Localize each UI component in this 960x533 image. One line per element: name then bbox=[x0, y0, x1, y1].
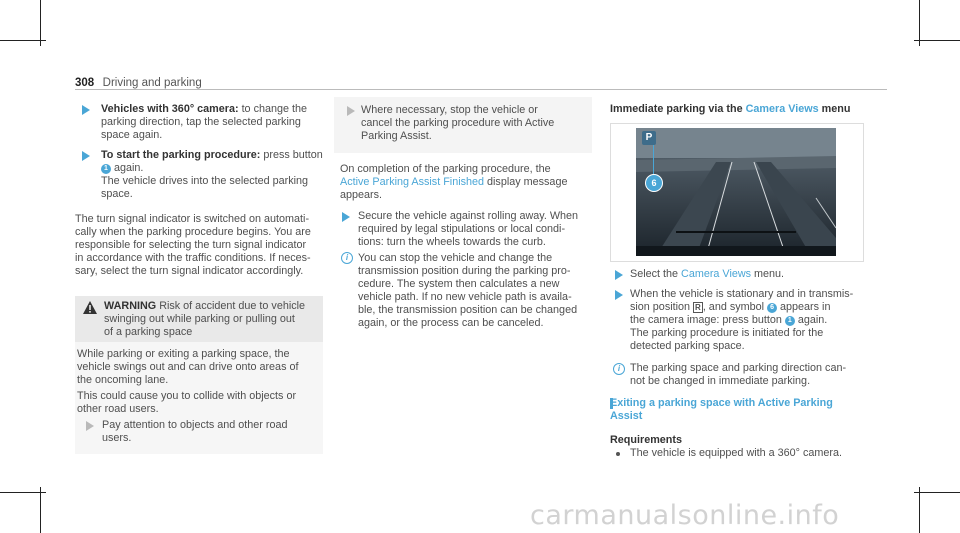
bullet-arrow-icon bbox=[82, 105, 90, 115]
watermark: carmanualsonline.info bbox=[530, 500, 840, 531]
sidebar-line: Where necessary, stop the vehicle or bbox=[361, 104, 538, 116]
bullet-arrow-icon bbox=[342, 212, 350, 222]
warning-line: vehicle swings out and can drive onto areas of bbox=[77, 361, 299, 373]
step-text: The parking procedure is initiated for the bbox=[630, 327, 824, 339]
warning-line: other road users. bbox=[77, 403, 159, 415]
step-text: parking direction, tap the selected parking bbox=[101, 116, 301, 128]
heading-text: Immediate parking via the bbox=[610, 103, 743, 115]
warning-box bbox=[75, 296, 323, 454]
warning-line: Risk of accident due to vehicle bbox=[159, 300, 306, 312]
paragraph-line: cally when the parking procedure begins. You are bbox=[75, 226, 311, 238]
paragraph-line: appears. bbox=[340, 189, 383, 201]
sidebar-line: Parking Assist. bbox=[361, 130, 432, 142]
warning-line: users. bbox=[102, 432, 132, 444]
parking-p-symbol: P bbox=[642, 131, 656, 145]
paragraph-line: responsible for selecting the turn signal indicator bbox=[75, 239, 307, 251]
camera-views-link: Camera Views bbox=[745, 103, 819, 115]
stationary-step bbox=[630, 288, 892, 353]
exiting-section-title bbox=[610, 397, 890, 423]
step-title: Vehicles with 360° camera: bbox=[101, 103, 239, 115]
button-1-icon: 1 bbox=[785, 316, 795, 326]
secure-step bbox=[358, 210, 598, 249]
warning-head-text bbox=[104, 300, 319, 339]
paragraph-line: sary, select the turn signal indicator accordingly. bbox=[75, 265, 304, 277]
warning-action bbox=[102, 419, 317, 445]
warning-triangle-icon bbox=[83, 301, 97, 314]
crop-mark bbox=[0, 40, 46, 41]
crop-mark bbox=[914, 492, 960, 493]
crop-mark bbox=[919, 487, 920, 533]
step-start-parking bbox=[101, 149, 326, 201]
warning-line: Pay attention to objects and other road bbox=[102, 419, 288, 431]
note-line: transmission position during the parking pro- bbox=[358, 265, 571, 277]
camera-views-link: Camera Views bbox=[681, 268, 752, 280]
bullet-dot-icon bbox=[616, 452, 620, 456]
step-text: appears in bbox=[780, 301, 831, 313]
bullet-arrow-icon bbox=[615, 290, 623, 300]
note-line: again, or the process can be canceled. bbox=[358, 317, 544, 329]
immediate-parking-heading bbox=[610, 103, 890, 116]
header-divider bbox=[75, 89, 887, 90]
display-message-link: Active Parking Assist Finished bbox=[340, 176, 485, 188]
step-text: again. bbox=[114, 162, 144, 174]
warning-body-text-2 bbox=[77, 390, 321, 416]
step-text: detected parking space. bbox=[630, 340, 745, 352]
note-line: ble, the transmission position can be changed bbox=[358, 304, 578, 316]
immediate-parking-note bbox=[630, 362, 892, 388]
heading-text: menu bbox=[821, 103, 851, 115]
step-text: sion position bbox=[630, 301, 691, 313]
step-text: The vehicle drives into the selected parking bbox=[101, 175, 309, 187]
info-note bbox=[358, 252, 598, 330]
bullet-arrow-icon bbox=[615, 270, 623, 280]
turn-signal-paragraph bbox=[75, 213, 327, 278]
note-line: cedure. The system then calculates a new bbox=[358, 278, 560, 290]
step-title: To start the parking procedure: bbox=[101, 149, 261, 161]
step-text: , and symbol bbox=[702, 301, 765, 313]
step-text: When the vehicle is stationary and in transmis- bbox=[630, 288, 854, 300]
gear-r-icon: R bbox=[695, 303, 701, 312]
note-line: You can stop the vehicle and change the bbox=[358, 252, 553, 264]
sidebar-text bbox=[361, 104, 586, 143]
camera-image bbox=[636, 128, 836, 256]
warning-line: swinging out while parking or pulling out bbox=[104, 313, 295, 325]
callout-line bbox=[653, 145, 654, 175]
warning-body-text-1 bbox=[77, 348, 321, 387]
paragraph-line: On completion of the parking procedure, the bbox=[340, 163, 551, 175]
step-line: Secure the vehicle against rolling away. When bbox=[358, 210, 579, 222]
completion-paragraph bbox=[340, 163, 595, 202]
crop-mark bbox=[914, 40, 960, 41]
step-text: again. bbox=[797, 314, 828, 326]
step-text: space. bbox=[101, 188, 133, 200]
warning-line: While parking or exiting a parking space, the bbox=[77, 348, 290, 360]
requirement-item: The vehicle is equipped with a 360° camera. bbox=[630, 447, 842, 459]
bullet-arrow-icon bbox=[86, 421, 94, 431]
section-title-line: Exiting a parking space with Active Parking bbox=[610, 397, 833, 409]
sidebar-line: cancel the parking procedure with Active bbox=[361, 117, 555, 129]
page-number: 308 bbox=[75, 77, 95, 89]
warning-line: of a parking space bbox=[104, 326, 193, 338]
callout-6-icon: 6 bbox=[645, 174, 663, 192]
step-vehicles-360 bbox=[101, 103, 326, 142]
warning-body bbox=[75, 342, 323, 454]
sidebar-box bbox=[334, 97, 592, 153]
section-title-line: Assist bbox=[610, 410, 643, 422]
step-text: Select the bbox=[630, 268, 679, 280]
paragraph-line: in accordance with the traffic conditions. If neces- bbox=[75, 252, 311, 264]
select-camera-step bbox=[630, 268, 890, 281]
paragraph-line: The turn signal indicator is switched on automati- bbox=[75, 213, 310, 225]
step-text: the camera image: press button bbox=[630, 314, 782, 326]
step-line: tions: turn the wheels towards the curb. bbox=[358, 236, 546, 248]
step-line: required by legal stipulations or local condi- bbox=[358, 223, 566, 235]
paragraph-line: display message bbox=[487, 176, 568, 188]
note-line: vehicle path. If no new vehicle path is availa- bbox=[358, 291, 572, 303]
note-line: not be changed in immediate parking. bbox=[630, 375, 811, 387]
step-text: space again. bbox=[101, 129, 163, 141]
step-text: menu. bbox=[754, 268, 785, 280]
crop-mark bbox=[0, 492, 46, 493]
info-icon: i bbox=[613, 363, 625, 375]
warning-title: WARNING bbox=[104, 300, 157, 312]
symbol-6-icon: 6 bbox=[767, 303, 777, 313]
step-text: press button bbox=[263, 149, 323, 161]
button-1-icon: 1 bbox=[101, 164, 111, 174]
warning-line: the oncoming lane. bbox=[77, 374, 169, 386]
info-icon: i bbox=[341, 252, 353, 264]
note-line: The parking space and parking direction can- bbox=[630, 362, 847, 374]
bullet-arrow-icon bbox=[347, 106, 355, 116]
camera-view-graphic bbox=[636, 128, 836, 256]
section-title: Driving and parking bbox=[102, 77, 202, 89]
requirements-heading: Requirements bbox=[610, 434, 682, 446]
step-text: to change the bbox=[241, 103, 307, 115]
bullet-arrow-icon bbox=[82, 151, 90, 161]
warning-line: This could cause you to collide with objects or bbox=[77, 390, 297, 402]
crop-mark bbox=[40, 487, 41, 533]
warning-header bbox=[75, 296, 323, 342]
